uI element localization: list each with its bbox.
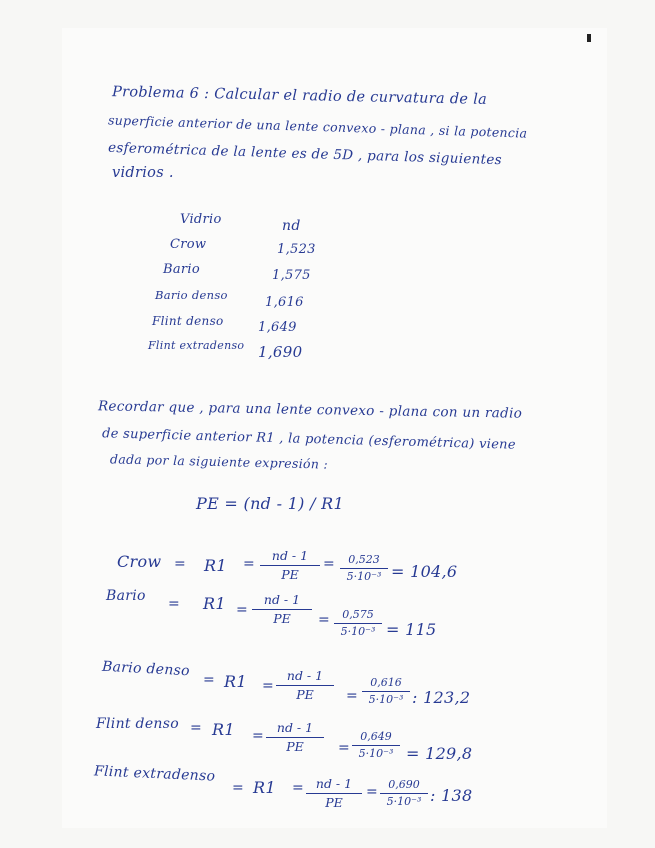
calc-numeric-fraction [334, 608, 382, 639]
fraction-denominator: PE [273, 611, 291, 626]
table-row-glass: Bario denso [155, 288, 228, 302]
fraction-bar [252, 609, 312, 610]
calc-result-value: 115 [405, 620, 437, 639]
fraction-denominator: 5·10⁻³ [358, 747, 394, 760]
corner-mark [587, 34, 591, 42]
calc-symbolic-fraction [266, 720, 324, 755]
calc-equals: = [366, 784, 379, 800]
table-header-index: nd [282, 218, 301, 234]
fraction-bar [334, 623, 382, 624]
table-row-glass: Flint extradenso [148, 339, 245, 352]
fraction-numerator: nd - 1 [286, 668, 324, 683]
calc-symbolic-fraction [252, 592, 312, 627]
calc-equals: = [243, 556, 256, 572]
calc-symbolic-fraction [260, 548, 320, 583]
fraction-denominator: 5·10⁻³ [340, 625, 376, 638]
calc-equals: = [232, 780, 245, 796]
calc-result: = 115 [386, 620, 437, 639]
problem-line-3: esferométrica de la lente es de 5D , para los siguientes [107, 139, 503, 169]
calc-numeric-fraction [380, 778, 428, 809]
table-row-glass: Crow [170, 237, 207, 252]
problem-line-2: superficie anterior de una lente convexo - plana , si la potencia [107, 112, 528, 141]
fraction-numerator: 0,523 [348, 553, 380, 566]
recall-formula: PE = (nd - 1) / R1 [196, 494, 345, 513]
calc-result-value: 138 [441, 786, 473, 805]
problem-line-4: vidrios . [112, 165, 174, 181]
calc-equals: = [252, 728, 265, 744]
calc-r: R1 [204, 556, 227, 575]
fraction-bar [260, 565, 320, 566]
table-row-index: 1,523 [277, 242, 316, 257]
table-row-index: 1,616 [265, 295, 304, 310]
calc-label: Bario denso [101, 658, 191, 680]
calc-label: Flint denso [96, 716, 179, 732]
recall-line-1: Recordar que , para una lente convexo - plana con un radio [97, 398, 523, 422]
fraction-numerator: nd - 1 [315, 776, 353, 791]
calc-result-value: 104,6 [410, 562, 458, 581]
table-row-index: 1,690 [258, 343, 303, 361]
fraction-bar [362, 691, 410, 692]
fraction-denominator: 5·10⁻³ [368, 693, 404, 706]
problem-line-1: Problema 6 : Calcular el radio de curvatura de la [111, 84, 488, 108]
fraction-denominator: PE [281, 567, 299, 582]
fraction-numerator: 0,649 [360, 730, 392, 743]
calc-label: Flint extradenso [93, 763, 216, 785]
calc-equals: = [338, 740, 351, 756]
calc-equals: = [262, 678, 275, 694]
fraction-numerator: 0,575 [342, 608, 374, 621]
fraction-numerator: 0,616 [370, 676, 402, 689]
calc-numeric-fraction [340, 553, 388, 584]
recall-line-3: dada por la siguiente expresión : [109, 451, 329, 472]
calc-result-value: 129,8 [425, 744, 473, 763]
fraction-denominator: PE [286, 739, 304, 754]
calc-symbolic-fraction [276, 668, 334, 703]
calc-equals: = [236, 602, 249, 618]
calc-result-value: 123,2 [423, 688, 471, 707]
calc-equals: = [203, 672, 216, 688]
calc-equals: = [346, 688, 359, 704]
fraction-bar [340, 568, 388, 569]
fraction-numerator: nd - 1 [271, 548, 309, 563]
fraction-numerator: 0,690 [388, 778, 420, 791]
fraction-bar [266, 737, 324, 738]
table-row-index: 1,649 [258, 320, 297, 335]
calc-equals: = [190, 720, 203, 736]
calc-result: = 129,8 [406, 744, 473, 763]
calc-result: : 123,2 [412, 688, 471, 707]
fraction-numerator: nd - 1 [263, 592, 301, 607]
calc-numeric-fraction [352, 730, 400, 761]
calc-result: = 104,6 [391, 562, 458, 581]
fraction-bar [352, 745, 400, 746]
table-row-glass: Flint denso [152, 314, 224, 328]
calc-result: : 138 [430, 786, 473, 805]
fraction-denominator: PE [325, 795, 343, 810]
calc-r: R1 [224, 672, 247, 691]
fraction-numerator: nd - 1 [276, 720, 314, 735]
calc-r: R1 [253, 778, 276, 797]
calc-symbolic-fraction [306, 776, 362, 811]
calc-equals: = [318, 612, 331, 628]
calc-equals: = [292, 780, 305, 796]
calc-r: R1 [203, 594, 226, 613]
calc-label: Crow [117, 552, 162, 571]
calc-label: Bario [106, 588, 146, 604]
calc-numeric-fraction [362, 676, 410, 707]
fraction-bar [306, 793, 362, 794]
table-row-index: 1,575 [272, 268, 311, 283]
calc-equals: = [168, 596, 181, 612]
calc-equals: = [323, 556, 336, 572]
table-row-glass: Bario [163, 262, 201, 277]
calc-equals: = [174, 556, 187, 572]
table-header-glass: Vidrio [180, 212, 222, 227]
fraction-bar [380, 793, 428, 794]
fraction-denominator: 5·10⁻³ [346, 570, 382, 583]
fraction-denominator: 5·10⁻³ [386, 795, 422, 808]
fraction-bar [276, 685, 334, 686]
recall-line-2: de superficie anterior R1 , la potencia (esferométrica) viene [101, 426, 517, 453]
fraction-denominator: PE [296, 687, 314, 702]
calc-r: R1 [212, 720, 235, 739]
